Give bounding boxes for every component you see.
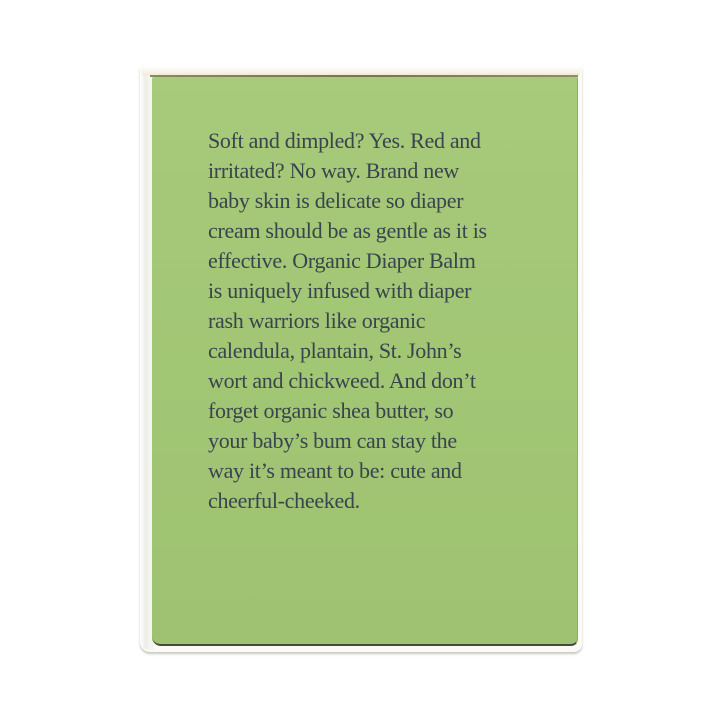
- product-box: [140, 66, 582, 652]
- body-text-line: irritated? No way. Brand new: [208, 158, 460, 183]
- body-text-line: Soft and dimpled? Yes. Red and: [208, 128, 481, 153]
- body-text-line: wort and chickweed. And don’t: [208, 368, 476, 393]
- body-text-line: baby skin is delicate so diaper: [208, 188, 464, 213]
- body-text-line: cheerful-cheeked.: [208, 488, 360, 513]
- body-text-line: calendula, plantain, St. John’s: [208, 338, 462, 363]
- box-top-flap: [142, 66, 580, 75]
- package-description-text: [208, 126, 553, 516]
- body-text-line: way it’s meant to be: cute and: [208, 458, 462, 483]
- body-text-line: is uniquely infused with diaper: [208, 278, 472, 303]
- body-text-line: effective. Organic Diaper Balm: [208, 248, 476, 273]
- body-text-line: forget organic shea butter, so: [208, 398, 454, 423]
- body-text-line: your baby’s bum can stay the: [208, 428, 457, 453]
- body-text-line: rash warriors like organic: [208, 308, 426, 333]
- box-front-panel: [152, 77, 578, 646]
- body-text-line: cream should be as gentle as it is: [208, 218, 487, 243]
